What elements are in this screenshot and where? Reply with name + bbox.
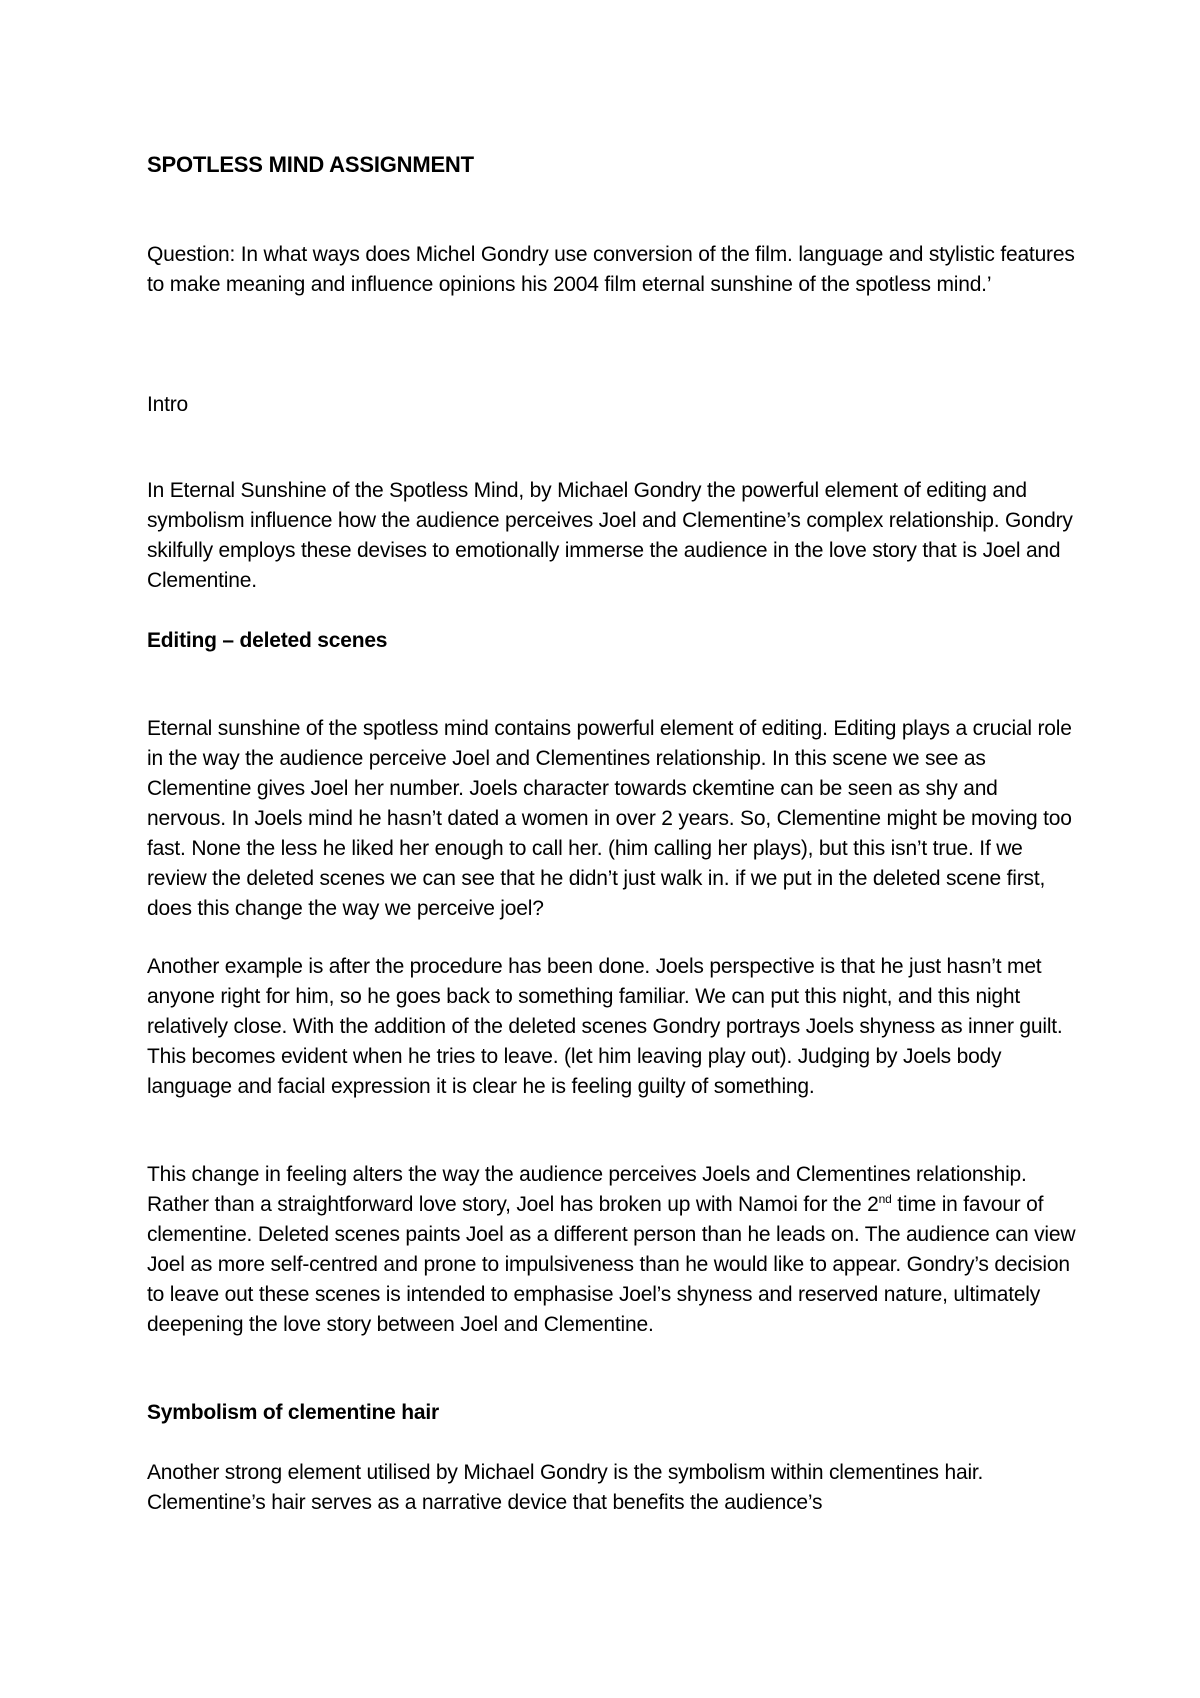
body-paragraph-1: Eternal sunshine of the spotless mind contains powerful element of editing. Editing plays a crucial role in the way the audience perceive Joel and Clementines relationship. In this scene we see as Clementine gives Joel her number. Joels character towards ckemtine can be seen as shy and nervous. In Joels mind he hasn’t dated a women in over 2 years. So, Clementine might be moving too fast. None the less he liked her enough to call her. (him calling her plays), but this isn’t true. If we review the deleted scenes we can see that he didn’t just walk in. if we put in the deleted scene first, does this change the way we perceive joel? [147, 717, 1072, 920]
body-paragraph-3 [147, 1160, 1077, 1340]
section-heading-symbolism: Symbolism of clementine hair [147, 1401, 439, 1424]
paragraph-3-text-end: time in favour of clementine. Deleted scenes paints Joel as a different person than he leads on. The audience can view Joel as more self-centred and prone to impulsiveness than he would like to appear. Gondry’s decision to leave out these scenes is intended to emphasise Joel’s shyness and reserved nature, ultimately deepening the love story between Joel and Clementine. [147, 1193, 1076, 1336]
question-text: Question: In what ways does Michel Gondry use conversion of the film. language and stylistic features to make meaning and influence opinions his 2004 film eternal sunshine of the spotless mind.’ [147, 243, 1075, 296]
body-paragraph-4: Another strong element utilised by Michael Gondry is the symbolism within clementines hair. Clementine’s hair serves as a narrative device that benefits the audience’s [147, 1461, 984, 1514]
intro-label: Intro [147, 393, 189, 416]
intro-paragraph: In Eternal Sunshine of the Spotless Mind, by Michael Gondry the powerful element of editing and symbolism influence how the audience perceives Joel and Clementine’s complex relationship. Gondry skilfully employs these devises to emotionally immerse the audience in the love story that is Joel and Clementine. [147, 479, 1073, 592]
document-title: SPOTLESS MIND ASSIGNMENT [147, 152, 474, 177]
paragraph-3-text-start: This change in feeling alters the way the audience perceives Joels and Clementines relationship. Rather than a straightforward love story, Joel has broken up with Namoi for the 2 [147, 1163, 1027, 1216]
ordinal-superscript: nd [878, 1192, 892, 1206]
section-heading-editing: Editing – deleted scenes [147, 629, 388, 652]
body-paragraph-2: Another example is after the procedure has been done. Joels perspective is that he just hasn’t met anyone right for him, so he goes back to something familiar. We can put this night, and this night relatively close. With the addition of the deleted scenes Gondry portrays Joels shyness as inner guilt. This becomes evident when he tries to leave. (let him leaving play out). Judging by Joels body language and facial expression it is clear he is feeling guilty of something. [147, 955, 1063, 1098]
